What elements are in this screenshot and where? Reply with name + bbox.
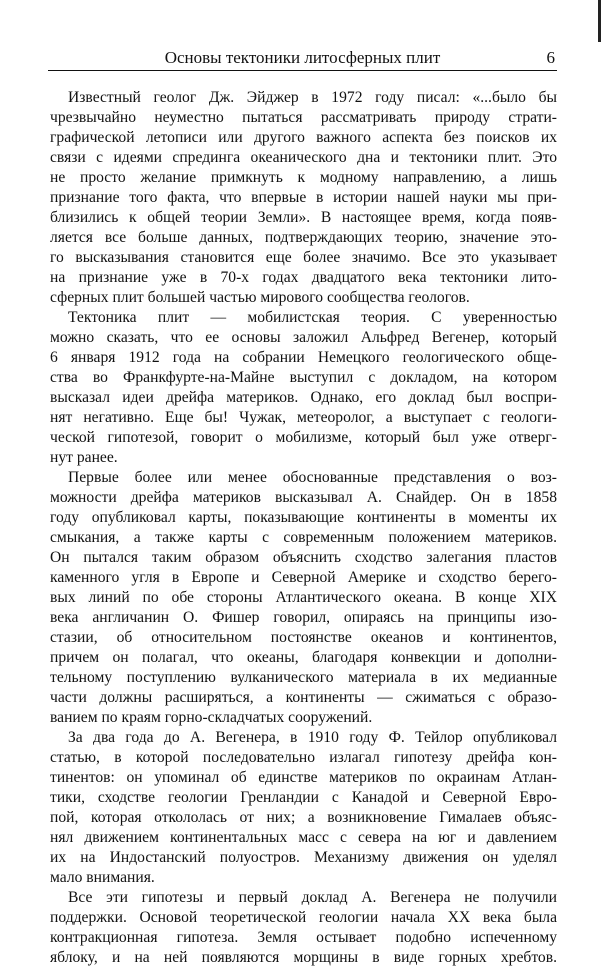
text-line: вых линий по обе стороны Атлантического океана. В конце XIX <box>50 589 557 606</box>
text-line: нял движением континентальных масс с севера на юг и давлением <box>50 829 557 846</box>
text-line: века англичанин О. Фишер говорил, опираясь на принципы изо- <box>50 609 557 626</box>
text-line: статью, в которой последовательно излагал гипотезу дрейфа кон- <box>50 749 557 766</box>
text-line: Он пытался таким образом объяснить сходство залегания пластов <box>50 549 557 566</box>
text-line: Первые более или менее обоснованные представления о воз- <box>68 469 557 486</box>
text-line: тики, сходстве геологии Гренландии с Канадой и Северной Евро- <box>50 789 557 806</box>
text-line: нут ранее. <box>50 449 118 466</box>
text-line: ванием по краям горно-складчатых сооружений. <box>50 709 373 726</box>
text-line: чрезвычайно неуместно пытаться рассматривать природу страти- <box>50 109 557 126</box>
paragraph <box>50 308 557 468</box>
text-line: не просто желание примкнуть к модному направлению, а лишь <box>50 169 557 186</box>
text-line: каменного угля в Европе и Северной Америке и сходство берего- <box>50 569 557 586</box>
text-line: можности дрейфа материков высказывал А. Снайдер. Он в 1858 <box>50 489 557 506</box>
text-line: ства во Франкфурте-на-Майне выступил с докладом, на котором <box>50 369 557 386</box>
text-line: можно сказать, что ее основы заложил Альфред Вегенер, который <box>50 329 557 346</box>
text-line: ческой гипотезой, говорит о мобилизме, который был уже отверг- <box>50 429 557 446</box>
page-number: 6 <box>546 48 555 67</box>
text-line: Известный геолог Дж. Эйджер в 1972 году писал: «...было бы <box>68 89 557 106</box>
text-line: Тектоника плит — мобилистская теория. С уверенностью <box>68 309 557 326</box>
text-line: нят негативно. Еще бы! Чужак, метеоролог, а выступает с геологи- <box>50 409 557 426</box>
text-line: тельному поступлению вулканического материала в их медианные <box>50 669 557 686</box>
body-text <box>50 88 557 968</box>
text-line: году опубликовал карты, показывающие континенты в моменты их <box>50 509 557 526</box>
text-line: близились к общей теории Земли». В настоящее время, когда появ- <box>50 209 557 226</box>
text-line: ляется все больше данных, подтверждающих теорию, значение это- <box>50 229 557 246</box>
paragraph <box>50 468 557 728</box>
scan-edge-mark <box>598 0 601 42</box>
text-line: части должны расширяться, а континенты — сжиматься с образо- <box>50 689 557 706</box>
running-header <box>48 46 557 71</box>
text-line: поддержки. Основой теоретической геологии начала XX века была <box>50 909 557 926</box>
text-line: мало внимания. <box>50 869 155 886</box>
text-line: на признание уже в 70-х годах двадцатого века тектоники лито- <box>50 269 557 286</box>
text-line: связи с идеями спрединга океанического дна и тектоники плит. Это <box>50 149 557 166</box>
text-line: сферных плит большей частью мирового сообщества геологов. <box>50 289 470 306</box>
text-line: причем он полагал, что океаны, благодаря конвекции и дополни- <box>50 649 557 666</box>
text-line: смыкания, а также карты с современным положением материков. <box>50 529 557 546</box>
paragraph <box>50 88 557 308</box>
paragraph <box>50 728 557 888</box>
text-line: их на Индостанский полуостров. Механизму движения он уделял <box>50 849 557 866</box>
paragraph <box>50 888 557 968</box>
running-header-title: Основы тектоники литосферных плит <box>164 48 441 67</box>
text-line: графической летописи или другого важного аспекта без поисков их <box>50 129 557 146</box>
text-line: пой, которая откололась от них; а возникновение Гималаев объяс- <box>50 809 557 826</box>
text-line: яблоку, и на ней появляются морщины в виде горных хребтов. <box>50 949 557 966</box>
text-line: тинентов: он упоминал об единстве материков по окраинам Атлан- <box>50 769 557 786</box>
text-line: За два года до А. Вегенера, в 1910 году Ф. Тейлор опубликовал <box>68 729 557 746</box>
text-line: 6 января 1912 года на собрании Немецкого геологического обще- <box>50 349 557 366</box>
text-line: признание того факта, что впервые в истории нашей науки мы при- <box>50 189 557 206</box>
text-line: Все эти гипотезы и первый доклад А. Вегенера не получили <box>68 889 557 906</box>
text-line: стазии, об относительном постоянстве океанов и континентов, <box>50 629 557 646</box>
text-line: контракционная гипотеза. Земля остывает подобно испеченному <box>50 929 557 946</box>
text-line: высказал идеи дрейфа материков. Однако, его доклад был воспри- <box>50 389 557 406</box>
text-line: го высказывания становится еще более значимо. Все это указывает <box>50 249 557 266</box>
